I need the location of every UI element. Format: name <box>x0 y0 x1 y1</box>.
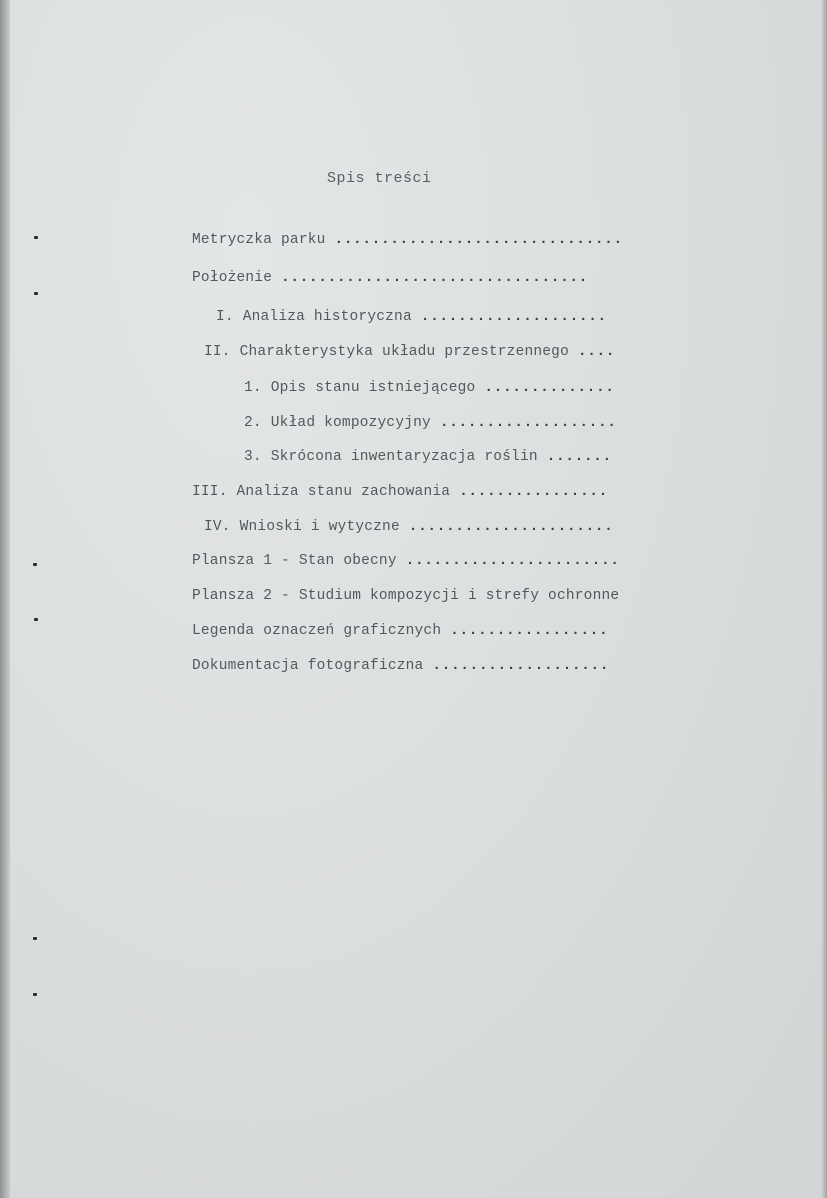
toc-entry <box>216 309 607 331</box>
toc-entry <box>192 658 609 680</box>
toc-entry <box>204 519 613 541</box>
toc-entry-label: Skrócona inwentaryzacja roślin <box>270 449 538 465</box>
toc-entry-number: 1. <box>244 380 262 396</box>
toc-entry-leader: ................... <box>439 415 617 431</box>
toc-entry <box>192 623 608 645</box>
toc-entry-leader: .................... <box>420 309 607 325</box>
toc-entry-number: III. <box>192 484 228 500</box>
toc-entry-leader: ................................. <box>281 270 588 286</box>
toc-entry-number: 2. <box>244 415 262 431</box>
toc-entry-label: Analiza stanu zachowania <box>236 484 451 500</box>
page-title: Spis treści <box>327 170 432 187</box>
toc-entry <box>192 588 619 610</box>
toc-entry-label: Położenie <box>192 270 273 286</box>
toc-entry <box>192 270 588 292</box>
toc-entry-leader: .............. <box>484 380 615 396</box>
toc-entry <box>244 415 617 437</box>
toc-entry-number: II. <box>204 344 231 360</box>
toc-entry-label: Dokumentacja fotograficzna <box>192 658 424 674</box>
toc-entry-label: Układ kompozycyjny <box>270 415 431 431</box>
toc-entry-leader: .... <box>577 344 616 360</box>
toc-entry <box>204 344 615 366</box>
toc-entry-leader: ...................... <box>408 519 614 535</box>
toc-entry-leader: ................. <box>450 623 609 639</box>
toc-entry-leader: ................ <box>459 484 608 500</box>
margin-mark <box>34 618 38 621</box>
margin-mark <box>33 937 37 940</box>
toc-entry-label: Charakterystyka układu przestrzennego <box>239 344 569 360</box>
margin-mark <box>34 236 38 239</box>
toc-entry-leader: ....... <box>546 449 612 465</box>
toc-entry-label: Analiza historyczna <box>242 309 412 325</box>
margin-mark <box>33 993 37 996</box>
margin-mark <box>33 563 37 566</box>
toc-entry-label: Plansza 1 - Stan obecny <box>192 553 397 569</box>
toc-entry-number: 3. <box>244 449 262 465</box>
toc-entry-label: Opis stanu istniejącego <box>270 380 476 396</box>
toc-entry-label: Plansza 2 - Studium kompozycji i strefy ochronne <box>192 588 620 604</box>
toc-entry-leader: ....................... <box>405 553 620 569</box>
toc-entry-number: IV. <box>204 519 231 535</box>
toc-entry-label: Metryczka parku <box>192 232 326 248</box>
toc-entry <box>244 380 615 402</box>
toc-entry-label: Wnioski i wytyczne <box>239 519 400 535</box>
toc-entry <box>192 484 608 506</box>
toc-entry <box>244 449 612 471</box>
margin-mark <box>34 292 38 295</box>
toc-entry-label: Legenda oznaczeń graficznych <box>192 623 442 639</box>
toc-entry-leader: ............................... <box>334 232 623 248</box>
toc-entry <box>192 553 620 575</box>
toc-entry-leader: ................... <box>432 658 610 674</box>
toc-entry-number: I. <box>216 309 234 325</box>
toc-entry <box>192 232 623 254</box>
